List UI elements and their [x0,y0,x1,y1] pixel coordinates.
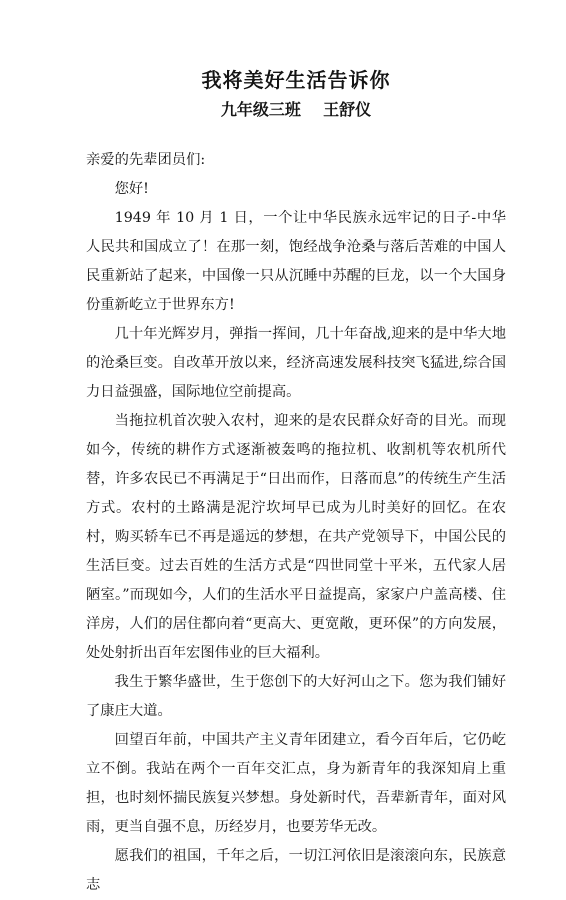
paragraph-gratitude: 我生于繁华盛世，生于您创下的大好河山之下。您为我们铺好了康庄大道。 [86,674,506,719]
paragraph-youth-league: 回望百年前，中国共产主义青年团建立，看今百年后，它仍屹立不倒。我站在两个一百年交汇点，身为新青年的我深知肩上重担，也时刻怀揣民族复兴梦想。身处新时代，吾辈新青年，面对风雨，更当自强不息，历经岁月，也要芳华无改。 [86,732,506,835]
paragraph-wish: 愿我们的祖国，千年之后，一切江河依旧是滚滚向东，民族意志 [86,848,506,893]
paragraph-rural-life: 当拖拉机首次驶入农村，迎来的是农民群众好奇的目光。而现如今，传统的耕作方式逐渐被轰鸣的拖拉机、收割机等农机所代替，许多农民已不再满足于“日出而作，日落而息”的传统生产生活方式。农村的土路满是泥泞坎坷早已成为儿时美好的回忆。在农村，购买轿车已不再是遥远的梦想，在共产党领导下，中国公民的生活巨变。过去百姓的生活方式是“四世同堂十平米，五代家人居陋室。”而现如今，人们的生活水平日益提高，家家户户盖高楼、住洋房，人们的居住都向着“更高大、更宽敞，更环保”的方向发展，处处射折出百年宏图伟业的巨大福利。 [86,413,506,661]
paragraph-greeting: 您好! [114,181,149,197]
paragraph-development: 几十年光辉岁月，弹指一挥间，几十年奋战,迎来的是中华大地的沧桑巨变。自改革开放以来，经济高速发展科技突飞猛进,综合国力日益强盛，国际地位空前提高。 [86,326,506,400]
paragraph-founding: 1949 年 10 月 1 日，一个让中华民族永远牢记的日子-中华人民共和国成立了！在那一刻，饱经战争沧桑与落后苦难的中国人民重新站了起来，中国像一只从沉睡中苏醒的巨龙，以一个大国身份重新屹立于世界东方! [86,210,506,313]
author-line: 九年级三班 王舒仪 [220,100,372,119]
salutation: 亲爱的先辈团员们: [86,152,206,168]
letter-body [86,146,506,900]
document-title: 我将美好生活告诉你 [201,68,391,92]
